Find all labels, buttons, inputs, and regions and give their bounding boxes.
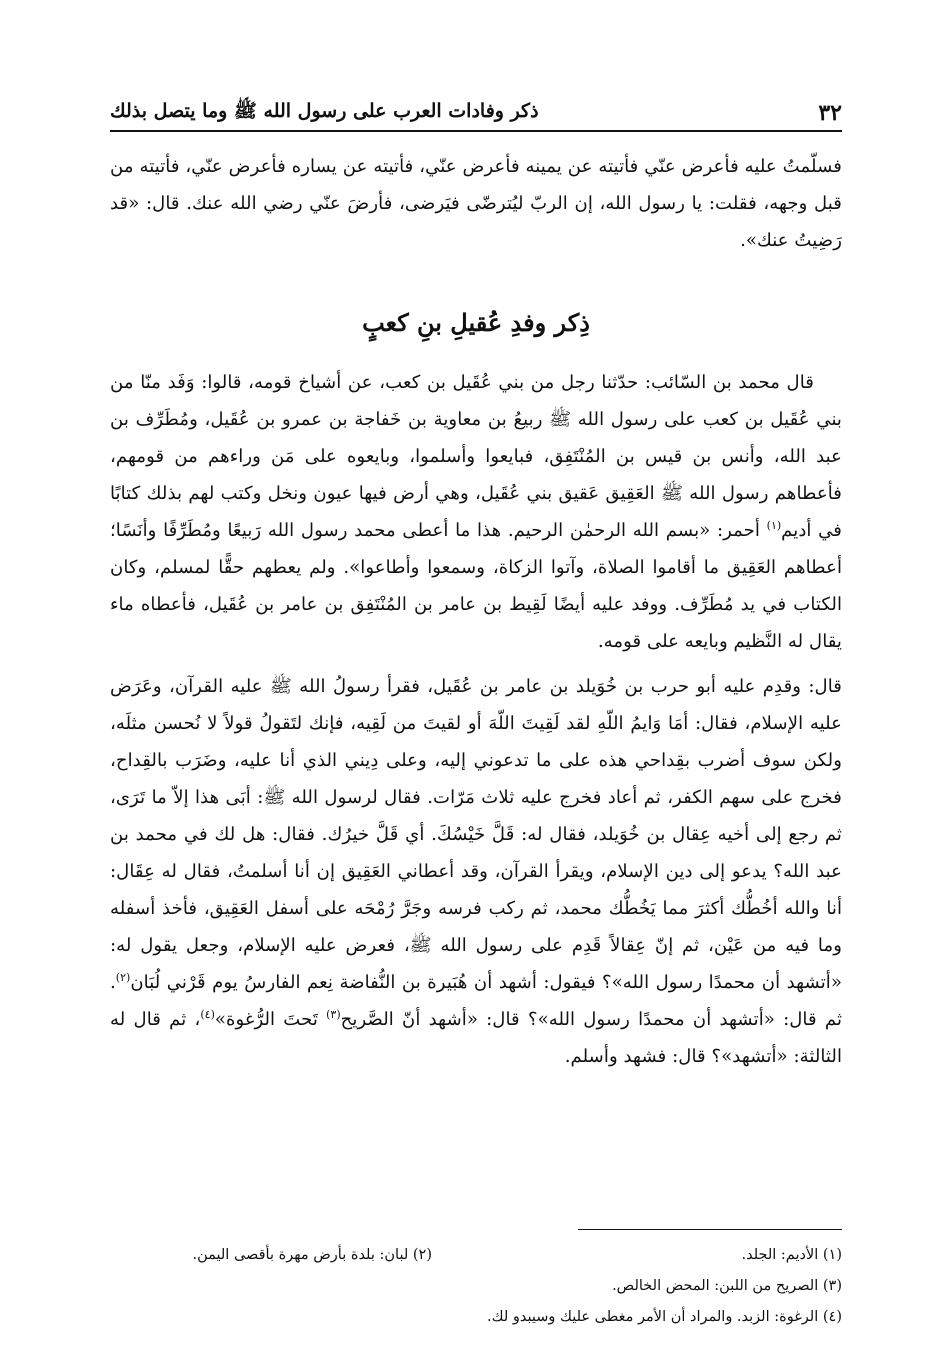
footnote-ref-3: (٣) [326,1007,341,1021]
footnote-ref-2: (٢) [115,970,131,984]
footnote-4 [432,1302,842,1333]
footnotes [110,1240,842,1333]
footnote-3-text: الصريح من اللبن: المحض الخالص. [612,1278,819,1294]
paragraph-2 [110,668,842,1075]
section-title: ذِكر وفدِ عُقيلِ بنِ كعبٍ [362,308,590,337]
footnote-ref-1: (١) [766,518,782,532]
footnote-2-text: لبان: بلدة بأرض مهرة بأقصى اليمن. [192,1247,409,1263]
footnote-ref-4: (٤) [200,1007,215,1021]
paragraph-2-text-b: . ثم قال: «أتشهد أن محمدًا رسول الله»؟ قال: «أشهد أنّ الصَّريح [110,972,843,1030]
footnote-row [110,1302,842,1333]
paragraph-2-text-a: قال: وقدِم عليه أبو حرب بن خُوَيلد بن عامر بن عُقَيل، فقرأ رسولُ الله ﷺ عليه القرآن، وعَرَض عليه الإسلام، فقال: أمَا وَايمُ اللّهِ لقد لَقِيتَ اللّهَ أو لقيتَ من لَقِيه، فإنك لتَقولُ قولاً لا نُحسن مثلَه، ولكن سوف أضرب بقِداحي هذه على ما تدعوني إليه، وعلى دِيني الذي أنا عليه، وضَرَب بالقِداح، فخرج على سهم الكفر، ثم أعاد فخرج عليه ثلاث مَرّات. فقال لرسول الله ﷺ: أبَى هذا إلاّ ما تَرَى، ثم رجع إلى أخيه عِقال بن خُوَيلد، فقال له: قَلَّ خَيْسُكَ. أي قَلَّ خيرُك. فقال: هل لك في محمد بن عبد الله؟ يدعو إلى دين الإسلام، ويقرأ القرآن، وقد أعطاني العَقِيق إن أنا أسلمتُ، فقال له عِقَال: أنا والله أخُطُّك أكثرَ مما يَخُطُّك محمد، ثم ركب فرسه وجَرَّ رُمْحَه على أسفل العَقِيق، فأخذ أسفله وما فيه من عَيْن، ثم إنّ عِقالاً قَدِم على رسول الله ﷺ، فعرض عليه الإسلام، وجعل يقول له: «أتشهد أن محمدًا رسول الله»؟ فيقول: أشهد أن هُبَيرة بن النُّفاضة نِعم الفارسُ يوم قَرْني لُبَان [110,676,842,993]
footnote-1-number: (١) [822,1247,842,1263]
page-number: ٣٢ [818,100,842,126]
footnote-4-number: (٤) [822,1309,842,1325]
paragraph-2-text-c: تَحتَ الرُّغوة» [214,1009,327,1030]
page-header [110,96,842,132]
footnote-row [110,1271,842,1302]
footnote-2 [192,1240,432,1271]
footnote-3-number: (٣) [822,1278,842,1294]
footnote-divider [578,1229,842,1230]
footnote-1-text: الأديم: الجلد. [741,1247,819,1263]
paragraph-1 [110,364,842,660]
footnote-3 [432,1271,842,1302]
footnote-row [110,1240,842,1271]
footnote-4-text: الرغوة: الزبد. والمراد أن الأمر مغطى عليك وسيبدو لك. [487,1309,819,1325]
running-head: ذكر وفادات العرب على رسول الله ﷺ وما يتصل بذلك [110,100,539,122]
footnote-2-number: (٢) [412,1247,432,1263]
section-body [110,364,842,1075]
paragraph-2-text-d: ، ثم قال له الثالثة: «أتشهد»؟ قال: فشهد وأسلم. [110,1009,842,1067]
intro-paragraph: فسلّمتُ عليه فأعرض عنّي فأتيته عن يمينه فأعرض عنّي، فأتيته عن يساره فأعرض عنّي، فأتيته من قبل وجهه، فقلت: يا رسول الله، إن الربّ ليُترضّى فيَرضى، فأرضَ عنّي رضي الله عنك. قال: «قد رَضِيتُ عنك». [110,156,842,251]
paragraph-1-text: قال محمد بن السّائب: حدّثنا رجل من بني عُقَيل بن كعب، عن أشياخ قومه، قالوا: وَفَد منّا من بني عُقَيل بن كعب على رسول الله ﷺ ربيعُ بن معاوية بن خَفاجة بن عمرو بن عُقَيل، ومُطَرِّف بن عبد الله، وأنس بن قيس بن المُنْتَفِق، فبايعوا وأسلموا، وبايعوه على مَن وراءهم من قومهم، فأعطاهم رسول الله ﷺ العَقِيق عَقيق بني عُقَيل، وهي أرض فيها عيون ونخل وكتب لهم بذلك كتابًا في أديم [110,372,843,541]
intro-paragraph-block [110,148,842,259]
footnote-1 [432,1240,842,1271]
paragraph-1-continued: أحمر: «بسم الله الرحمٰن الرحيم. هذا ما أعطى محمد رسول الله رَبيعًا ومُطَرِّفًا وأنَسًا؛ أعطاهم العَقِيق ما أقاموا الصلاة، وآتوا الزكاة، وسمعوا وأطاعوا». ولم يعطهم حقًّا لمسلم، وكان الكتاب في يد مُطَرِّف. ووفد عليه أيضًا لَقِيط بن عامر بن المُنْتَفِق بن عامر بن عُقَيل، فأعطاه ماء يقال له النَّظيم وبايعه على قومه. [110,520,842,652]
